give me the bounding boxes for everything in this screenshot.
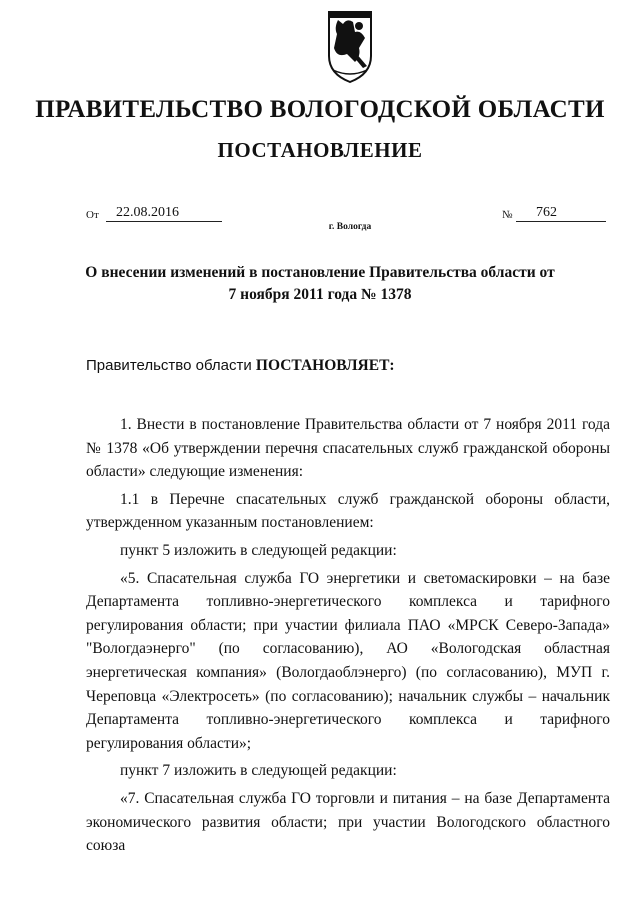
document-subject	[80, 262, 560, 306]
preamble	[86, 357, 395, 375]
date-label: От	[86, 209, 99, 221]
paragraph-item-7: «7. Спасательная служба ГО торговли и питания – на базе Департамента экономического развития области; при участии Вологодского областного союза	[86, 789, 610, 855]
number-label: №	[502, 209, 513, 221]
coat-of-arms-icon	[325, 8, 375, 86]
document-body	[86, 413, 610, 862]
paragraph-item-5: «5. Спасательная служба ГО энергетики и светомаскировки – на базе Департамента топливно-энергетического комплекса и тарифного регулирования области; при участии филиала ПАО «МРСК Северо-Запада» "Вологдаэнерго" (по согласованию), АО «Вологодская областная энергетическая компания» (Вологдаоблэнерго) (по согласованию), МУП г. Череповца «Электросеть» (по согласованию); начальник службы – начальник Департамента топливно-энергетического комплекса и тарифного регулирования области»;	[86, 569, 610, 752]
subject-line-2: 7 ноября 2011 года № 1378	[228, 286, 412, 303]
paragraph-item-5-intro: пункт 5 изложить в следующей редакции:	[120, 541, 397, 559]
number-value: 762	[516, 205, 606, 222]
paragraph-1: 1. Внести в постановление Правительства области от 7 ноября 2011 года № 1378 «Об утверждении перечня спасательных служб гражданской обороны области» следующие изменения:	[86, 416, 610, 481]
subject-line-1: О внесении изменений в постановление Правительства области от	[85, 264, 555, 281]
paragraph-1-1: 1.1 в Перечне спасательных служб гражданской обороны области, утвержденном указанным постановлением:	[86, 490, 610, 532]
document-type: ПОСТАНОВЛЕНИЕ	[217, 138, 423, 162]
preamble-text: Правительство области	[86, 357, 256, 374]
date-value: 22.08.2016	[106, 205, 222, 222]
paragraph-item-7-intro: пункт 7 изложить в следующей редакции:	[120, 762, 397, 780]
government-title: ПРАВИТЕЛЬСТВО ВОЛОГОДСКОЙ ОБЛАСТИ	[35, 96, 605, 123]
preamble-bold: ПОСТАНОВЛЯЕТ:	[255, 357, 395, 374]
city: г. Вологда	[328, 222, 372, 232]
